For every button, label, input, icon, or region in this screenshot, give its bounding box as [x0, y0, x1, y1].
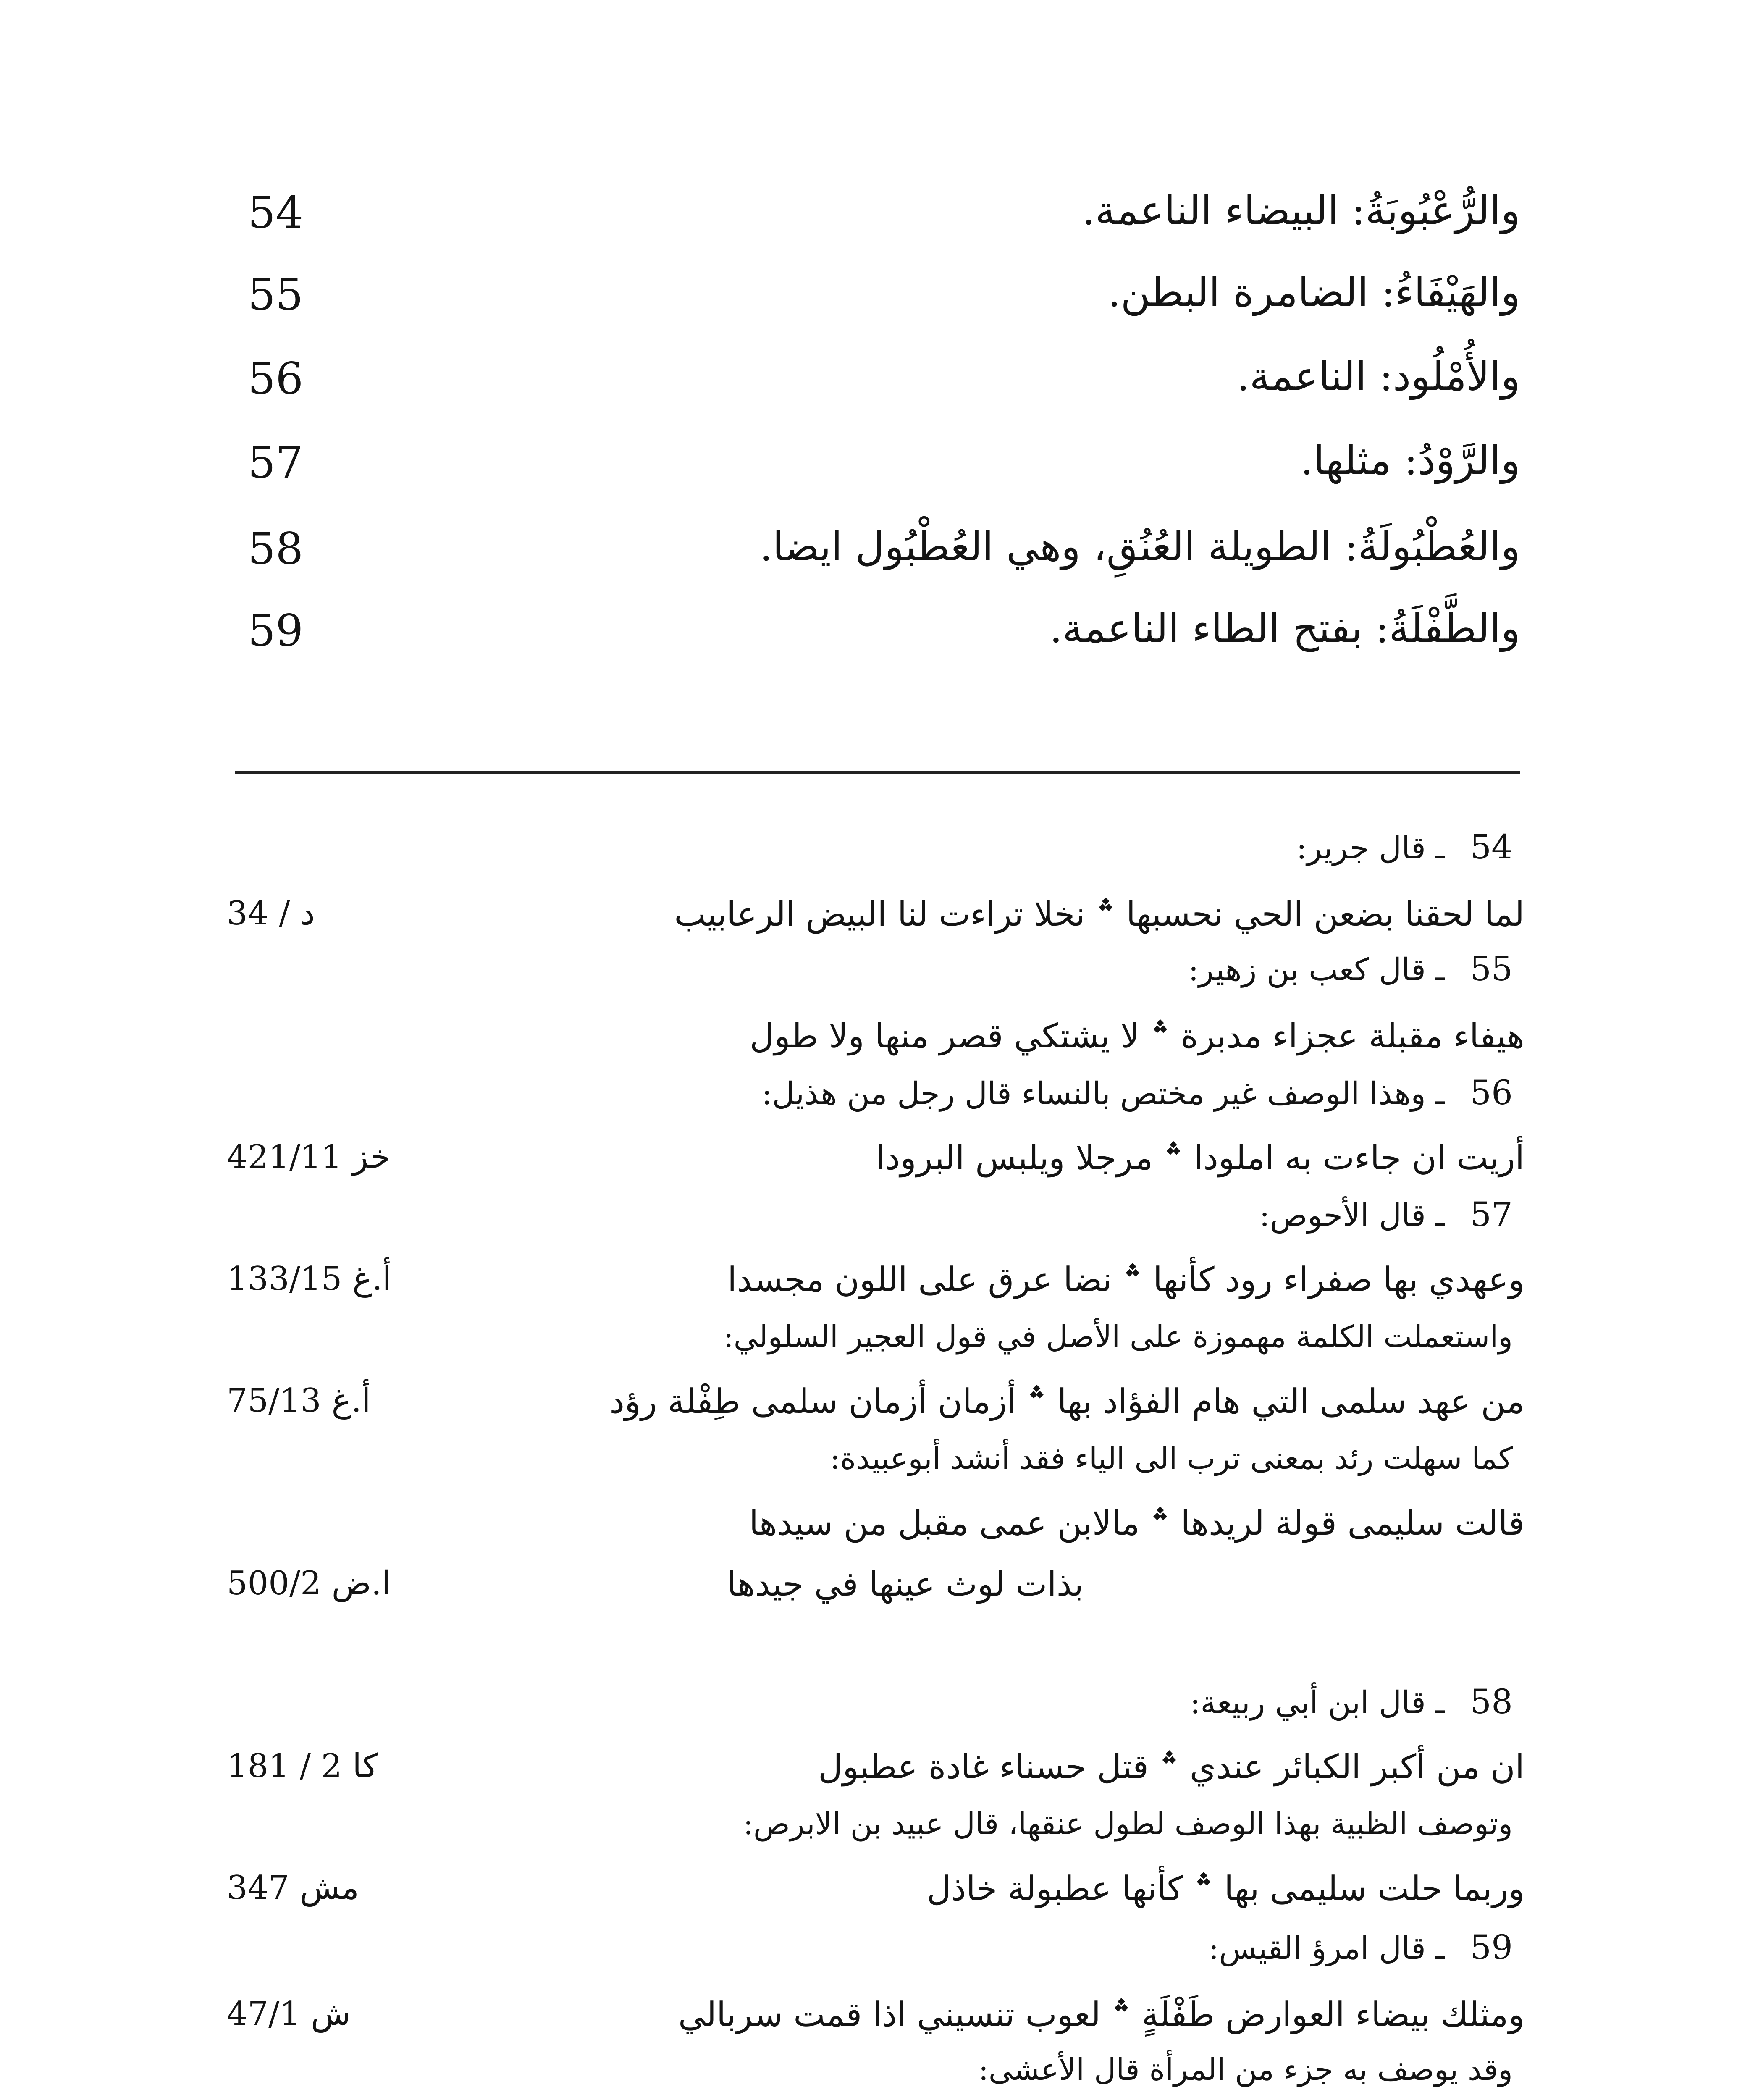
source-reference: د / 34: [227, 895, 315, 932]
source-reference: ا.ض 500/2: [227, 1564, 391, 1602]
entry-text: والأُمْلُود: الناعمة.: [1236, 353, 1520, 400]
entry-text: والرَّوْدُ: مثلها.: [1300, 437, 1520, 484]
verse-line: [227, 1560, 1524, 1619]
verse-text: من عهد سلمى التي هام الفؤاد بها ؞ أزمان أزمان سلمى طِفْلة رؤد: [609, 1382, 1524, 1421]
footnote-heading: [1188, 949, 1513, 988]
commentary-line: كما سهلت رئد بمعنى ترب الى الياء فقد أنشد أبوعبيدة:: [830, 1441, 1513, 1476]
verse-text: أريت ان جاءت به املودا ؞ مرجلا ويلبس البرودا: [876, 1138, 1524, 1177]
source-reference: كا 2 / 181: [227, 1747, 378, 1785]
footnote-intro: وهذا الوصف غير مختص بالنساء قال رجل من هذيل:: [761, 1076, 1426, 1112]
footnote-dash: ـ: [1435, 830, 1445, 866]
footnote-number: 57: [1470, 1195, 1513, 1234]
footnote-number: 56: [1470, 1073, 1513, 1112]
verse-text: ومثلك بيضاء العوارض طَفْلَةٍ ؞ لعوب تنسيني اذا قمت سربالي: [678, 1995, 1524, 2034]
commentary-line: واستعملت الكلمة مهموزة على الأصل في قول العجير السلولي:: [723, 1319, 1513, 1354]
glossary-entry: [235, 510, 1520, 586]
source-reference: مش 347: [227, 1869, 359, 1907]
verse-line: [227, 1012, 1524, 1071]
verse-text: وعهدي بها صفراء رود كأنها ؞ نضا عرق على اللون مجسدا: [727, 1260, 1524, 1299]
glossary-entry: [235, 340, 1520, 416]
footnote-dash: ـ: [1435, 1076, 1445, 1112]
footnote-heading: [762, 1073, 1513, 1112]
footnote-heading: [1190, 1682, 1513, 1721]
footnote-heading: [1208, 1928, 1513, 1967]
source-reference: أ.غ 133/15: [227, 1260, 392, 1298]
verse-text: قالت سليمى قولة لريدها ؞ مالابن عمى مقبل من سيدها: [749, 1504, 1524, 1543]
footnote-dash: ـ: [1435, 1197, 1445, 1234]
entry-text: والطَّفْلَةُ: بفتح الطاء الناعمة.: [1049, 605, 1520, 652]
footnote-intro: قال امرؤ القيس:: [1208, 1930, 1426, 1966]
footnote-intro: قال ابن أبي ربيعة:: [1190, 1685, 1426, 1721]
verse-text: بذات لوث عينها في جيدها: [727, 1564, 1084, 1604]
entry-number: 58: [248, 523, 304, 574]
footnote-number: 54: [1470, 827, 1513, 866]
verse-text: وربما حلت سليمى بها ؞ كأنها عطبولة خاذل: [926, 1869, 1524, 1908]
entry-text: والرُّعْبُوبَةُ: البيضاء الناعمة.: [1082, 187, 1520, 234]
entry-number: 57: [248, 437, 304, 488]
glossary-entry: [235, 424, 1520, 500]
footnote-intro: قال كعب بن زهير:: [1188, 952, 1426, 988]
verse-line: [227, 1499, 1524, 1558]
glossary-entry: [235, 174, 1520, 250]
verse-text: ان من أكبر الكبائر عندي ؞ قتل حسناء غادة عطبول: [818, 1747, 1524, 1786]
verse-text: هيفاء مقبلة عجزاء مدبرة ؞ لا يشتكي قصر منها ولا طول: [750, 1016, 1524, 1055]
footnote-heading: [1296, 827, 1513, 866]
verse-line: [227, 1134, 1524, 1193]
footnote-number: 58: [1470, 1682, 1513, 1721]
entry-text: والعُطْبُولَةُ: الطويلة العُنُقِ، وهي العُطْبُول ايضا.: [760, 523, 1520, 570]
commentary-line: وقد يوصف به جزء من المرأة قال الأعشى:: [978, 2052, 1513, 2087]
verse-text: لما لحقنا بضعن الحي نحسبها ؞ نخلا تراءت لنا البيض الرعابيب: [674, 895, 1524, 934]
source-reference: ش 47/1: [227, 1995, 351, 2033]
verse-line: [227, 890, 1524, 949]
verse-line: [227, 1865, 1524, 1924]
footnote-intro: قال جرير:: [1296, 830, 1426, 866]
footnote-number: 55: [1470, 949, 1513, 988]
verse-line: [227, 1991, 1524, 2050]
glossary-entry: [235, 592, 1520, 668]
footnote-intro: قال الأحوص:: [1259, 1197, 1426, 1234]
commentary-line: وتوصف الظبية بهذا الوصف لطول عنقها، قال عبيد بن الابرص:: [743, 1806, 1513, 1841]
glossary-entry: [235, 256, 1520, 332]
verse-line: [227, 1743, 1524, 1802]
entry-number: 59: [248, 605, 304, 656]
entry-number: 55: [248, 269, 304, 320]
footnote-dash: ـ: [1435, 1930, 1445, 1966]
footnote-dash: ـ: [1435, 1685, 1445, 1721]
entry-number: 54: [248, 187, 304, 238]
footnote-divider: [235, 771, 1520, 774]
entry-text: والهَيْفَاءُ: الضامرة البطن.: [1107, 269, 1520, 316]
source-reference: أ.غ 75/13: [227, 1382, 371, 1420]
verse-line: [227, 1378, 1524, 1436]
source-reference: خز 421/11: [227, 1138, 391, 1176]
footnote-heading: [1259, 1195, 1513, 1234]
footnote-number: 59: [1470, 1928, 1513, 1967]
verse-line: [227, 1256, 1524, 1315]
entry-number: 56: [248, 353, 304, 404]
footnote-dash: ـ: [1435, 952, 1445, 988]
